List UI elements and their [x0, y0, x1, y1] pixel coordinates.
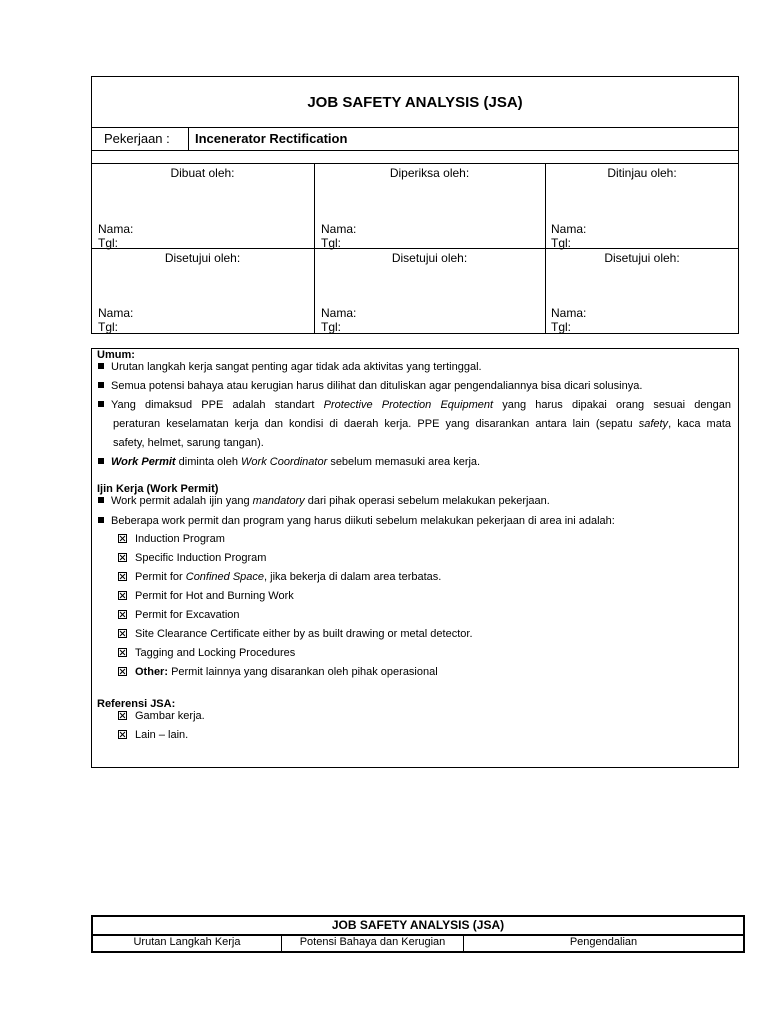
- umum-item: Work Permit diminta oleh Work Coordinator sebelum memasuki area kerja.: [98, 455, 480, 469]
- check-item: Other: Permit lainnya yang disarankan oleh pihak operasional: [118, 665, 438, 679]
- column-header-pengendalian: Pengendalian: [569, 936, 638, 948]
- jsa-title: JOB SAFETY ANALYSIS (JSA): [307, 94, 523, 111]
- check-item: Site Clearance Certificate either by as built drawing or metal detector.: [118, 627, 473, 641]
- umum-item: Yang dimaksud PPE adalah standart Protective Protection Equipment yang harus dipakai orang sesuai dengan: [98, 398, 731, 412]
- disetujui-oleh-label: Disetujui oleh:: [391, 251, 468, 265]
- tgl-label: Tgl:: [98, 236, 119, 250]
- check-item: Permit for Confined Space, jika bekerja di dalam area terbatas.: [118, 570, 441, 584]
- jsa-header-box: [91, 76, 739, 334]
- tgl-label: Tgl:: [98, 320, 119, 334]
- tgl-label: Tgl:: [551, 236, 572, 250]
- checked-box-icon: [118, 534, 127, 543]
- bullet-icon: [98, 517, 104, 523]
- tgl-label: Tgl:: [321, 320, 342, 334]
- referensi-item: Gambar kerja.: [118, 709, 205, 723]
- checked-box-icon: [118, 553, 127, 562]
- umum-heading: Umum:: [97, 349, 135, 361]
- nama-label: Nama:: [551, 306, 587, 320]
- dibuat-oleh-label: Dibuat oleh:: [170, 166, 235, 180]
- nama-label: Nama:: [98, 306, 134, 320]
- ijin-item: Beberapa work permit dan program yang harus diikuti sebelum melakukan pekerjaan di area ini adalah:: [98, 514, 615, 528]
- divider: [188, 127, 189, 150]
- check-item: Permit for Hot and Burning Work: [118, 589, 294, 603]
- checked-box-icon: [118, 572, 127, 581]
- checked-box-icon: [118, 730, 127, 739]
- referensi-item: Lain – lain.: [118, 728, 188, 742]
- checked-box-icon: [118, 648, 127, 657]
- bullet-icon: [98, 458, 104, 464]
- bullet-icon: [98, 382, 104, 388]
- column-header-urutan: Urutan Langkah Kerja: [133, 936, 241, 948]
- check-item: Permit for Excavation: [118, 608, 240, 622]
- ijin-item: Work permit adalah ijin yang mandatory dari pihak operasi sebelum melakukan pekerjaan.: [98, 494, 550, 508]
- check-item: Specific Induction Program: [118, 551, 266, 565]
- pekerjaan-label: Pekerjaan :: [104, 131, 170, 146]
- bullet-icon: [98, 401, 104, 407]
- checked-box-icon: [118, 591, 127, 600]
- nama-label: Nama:: [98, 222, 134, 236]
- bullet-icon: [98, 497, 104, 503]
- ditinjau-oleh-label: Ditinjau oleh:: [607, 166, 677, 180]
- disetujui-oleh-label: Disetujui oleh:: [604, 251, 680, 265]
- diperiksa-oleh-label: Diperiksa oleh:: [389, 166, 470, 180]
- checked-box-icon: [118, 711, 127, 720]
- pekerjaan-value: Incenerator Rectification: [195, 131, 348, 146]
- column-header-potensi: Potensi Bahaya dan Kerugian: [299, 936, 446, 948]
- tgl-label: Tgl:: [551, 320, 572, 334]
- umum-item: Urutan langkah kerja sangat penting agar tidak ada aktivitas yang tertinggal.: [98, 360, 482, 374]
- divider: [91, 150, 739, 151]
- divider: [91, 248, 739, 249]
- referensi-heading: Referensi JSA:: [97, 698, 176, 710]
- checked-box-icon: [118, 667, 127, 676]
- divider: [91, 163, 739, 164]
- umum-item: Semua potensi bahaya atau kerugian harus dilihat dan dituliskan agar pengendaliannya bisa dicari solusinya.: [98, 379, 642, 393]
- checked-box-icon: [118, 610, 127, 619]
- nama-label: Nama:: [321, 306, 357, 320]
- bottom-table-title: JOB SAFETY ANALYSIS (JSA): [331, 918, 505, 932]
- disetujui-oleh-label: Disetujui oleh:: [164, 251, 241, 265]
- nama-label: Nama:: [321, 222, 357, 236]
- umum-item-continued: peraturan keselamatan kerja dan kondisi di daerah kerja. PPE yang disarankan antara lain (sepatu safety, kaca mata: [113, 418, 732, 430]
- nama-label: Nama:: [551, 222, 587, 236]
- check-item: Induction Program: [118, 532, 225, 546]
- umum-item-continued: safety, helmet, sarung tangan).: [113, 437, 264, 449]
- checked-box-icon: [118, 629, 127, 638]
- bullet-icon: [98, 363, 104, 369]
- tgl-label: Tgl:: [321, 236, 342, 250]
- check-item: Tagging and Locking Procedures: [118, 646, 295, 660]
- ijin-heading: Ijin Kerja (Work Permit): [97, 483, 219, 495]
